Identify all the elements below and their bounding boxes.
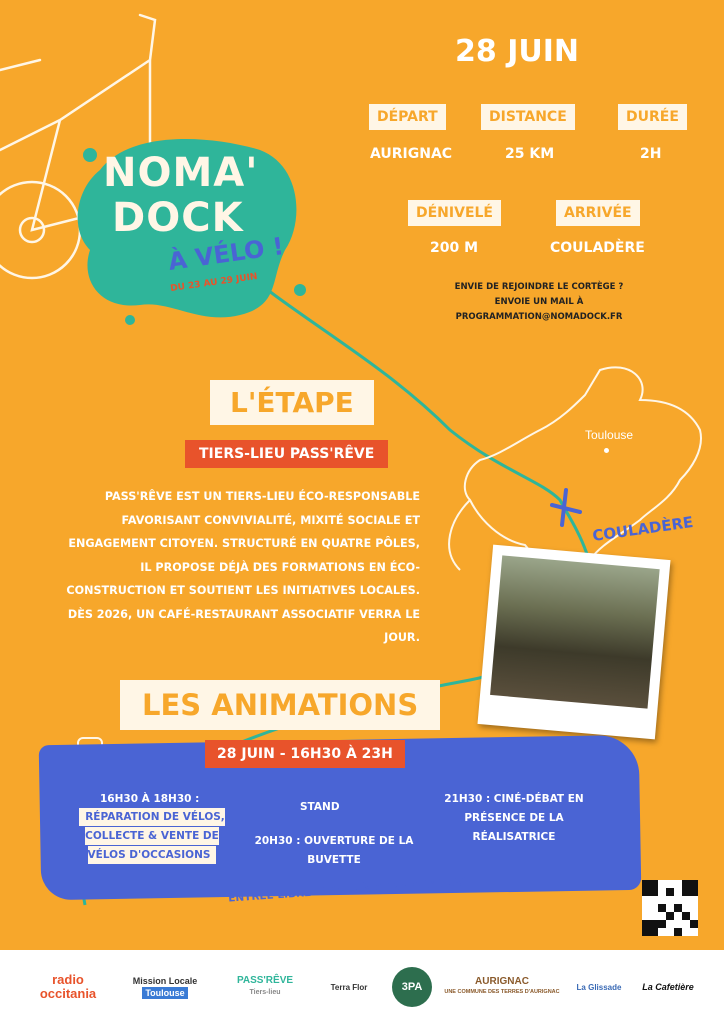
partner-pass-reve: [216, 962, 314, 1012]
slot2-text: STAND: [300, 801, 340, 813]
map-city-toulouse: Toulouse: [585, 428, 634, 442]
partner-aurignac: [444, 962, 560, 1012]
logo-dates: DU 23 AU 29 JUIN: [169, 271, 259, 295]
qr-code-icon[interactable]: [642, 880, 698, 936]
logo-line3: À VÉLO !: [166, 232, 286, 276]
partners-bar: [0, 950, 724, 1024]
partner-terra-flor: [322, 962, 376, 1012]
partner-ml-line1: Mission Locale: [132, 976, 198, 986]
stat-label-depart: DÉPART: [369, 104, 446, 130]
entree-libre-note: ENTRÉE LIBRE - BOITE À DONS SUR PLACE: [227, 875, 477, 905]
partner-3pa: [388, 962, 436, 1012]
stat-label-distance: DISTANCE: [481, 104, 575, 130]
partner-tf-line1: Terra Flor: [330, 982, 368, 992]
stat-value-denivele: 200 M: [430, 240, 479, 256]
join-email[interactable]: ENVOIE UN MAIL À PROGRAMMATION@NOMADOCK.FR: [455, 297, 623, 322]
stat-value-duree: 2H: [640, 146, 662, 162]
logo-line1: NOMA': [103, 150, 259, 196]
map-destination: COULADÈRE: [591, 513, 695, 545]
join-line1: ENVIE DE REJOINDRE LE CORTÈGE ?: [454, 282, 624, 292]
slot1-text-wrap: [72, 808, 232, 865]
partner-lg-line1: La Glissade: [576, 982, 622, 992]
stat-label-arrivee: ARRIVÉE: [556, 200, 640, 226]
partner-la-cafetiere: [638, 962, 698, 1012]
join-note: [414, 280, 664, 325]
slot1-text: RÉPARATION DE VÉLOS, COLLECTE & VENTE DE VÉLOS D'OCCASIONS: [79, 808, 225, 864]
animations-title: LES ANIMATIONS: [120, 680, 440, 730]
partner-la-glissade: [568, 962, 630, 1012]
venue-photo-image: [490, 555, 660, 708]
partner-3pa-line1: 3PA: [392, 967, 432, 1007]
animations-subtitle: 28 JUIN - 16H30 À 23H: [205, 740, 405, 768]
partner-radio-occitania: [22, 962, 114, 1012]
stat-label-duree: DURÉE: [618, 104, 687, 130]
partner-radio-line1: radio: [52, 972, 84, 987]
partner-mission-locale: [120, 962, 210, 1012]
partner-ml-line2: Toulouse: [142, 987, 187, 999]
slot3-text: 20H30 : OUVERTURE DE LA BUVETTE: [254, 835, 414, 866]
partner-pr-line2: Tiers-lieu: [249, 989, 281, 996]
partner-aur-line1: AURIGNAC: [475, 976, 529, 987]
stat-label-denivele: DÉNIVELÉ: [408, 200, 501, 226]
venue-photo: [477, 545, 670, 740]
stat-value-arrivee: COULADÈRE: [550, 240, 645, 256]
etape-title: L'ÉTAPE: [210, 380, 374, 425]
event-date: 28 JUIN: [455, 34, 579, 69]
etape-description: PASS'RÊVE EST UN TIERS-LIEU ÉCO-RESPONSABLE FAVORISANT CONVIVIALITÉ, MIXITÉ SOCIALE ET ENGAGEMENT CITOYEN. STRUCTURÉ EN QUATRE PÔLES, IL PROPOSE DÉJÀ DES FORMATIONS EN ÉCO-CONSTRUCTION ET SOUTIENT LES INITIATIVES LOCALES. DÈS 2026, UN CAFÉ-RESTAURANT ASSOCIATIF VERRA LE JOUR.: [66, 490, 420, 644]
slot4-text: 21H30 : CINÉ-DÉBAT EN PRÉSENCE DE LA RÉALISATRICE: [444, 793, 584, 843]
stat-value-distance: 25 KM: [505, 146, 555, 162]
partner-pr-line1: PASS'RÊVE: [236, 975, 294, 986]
logo-line2: DOCK: [112, 195, 244, 241]
partner-lc-line1: La Cafetière: [642, 982, 694, 992]
partner-aur-line2: UNE COMMUNE DES TERRES D'AURIGNAC: [444, 989, 560, 995]
etape-subtitle: TIERS-LIEU PASS'RÊVE: [185, 440, 388, 468]
toulouse-dot-icon: [604, 448, 609, 453]
stat-value-depart: AURIGNAC: [370, 146, 453, 162]
partner-radio-line2: occitania: [39, 986, 97, 1001]
slot1-time: 16H30 À 18H30 :: [100, 793, 200, 805]
